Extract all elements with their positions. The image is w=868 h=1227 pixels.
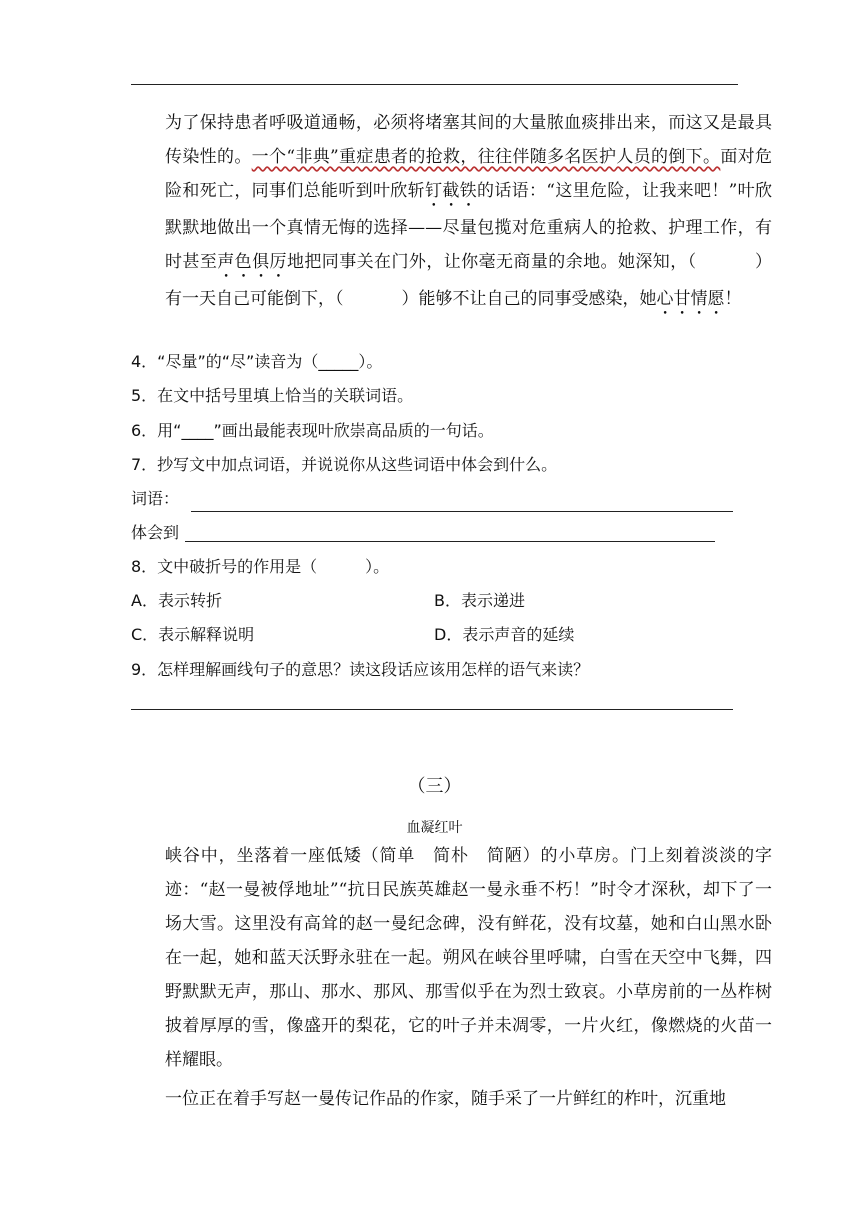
section-heading: （三）	[407, 776, 462, 797]
option-c[interactable]: C．表示解释说明	[131, 625, 255, 644]
underlined-sentence: 一个“非典”重症患者的抢救，往往伴随多名医护人员的倒下。	[251, 147, 721, 167]
passage-text: 的话语：“这里危险，让我来吧！”叶欣默默地做出一个真情无悔的选择——尽量包揽对危重病人的抢救、护理工作，有时甚至	[165, 181, 773, 272]
ciyu-label: 词语：	[131, 489, 180, 508]
passage-title: 血凝红叶	[406, 820, 463, 836]
passage-paragraph	[131, 106, 772, 319]
ciyu-answer-line[interactable]	[191, 511, 733, 512]
passage-text: ！	[724, 289, 742, 309]
option-b[interactable]: B．表示递进	[434, 591, 525, 610]
question-4: 4．“尽量”的“尽”读音为（_____）。	[131, 352, 383, 371]
passage-text: 为了保持患者呼吸道通畅，必须将堵塞其间的大量脓血痰排出来，而这又是最具传染性的。	[165, 113, 772, 167]
top-divider	[131, 84, 738, 85]
question-7: 7．抄写文中加点词语，并说说你从这些词语中体会到什么。	[131, 455, 558, 474]
dotted-word: 心甘情愿	[656, 289, 725, 309]
question-8: 8．文中破折号的作用是（ ）。	[131, 557, 390, 576]
passage-paragraph: 峡谷中，坐落着一座低矮（简单 简朴 简陋）的小草房。门上刻着淡淡的字迹：“赵一曼被俘地址”“抗日民族英雄赵一曼永垂不朽！”时令才深秋，却下了一场大雪。这里没有高耸的赵一曼纪念碑，没有鲜花，没有坟墓，她和白山黑水卧在一起，她和蓝天沃野永驻在一起。朔风在峡谷里呼啸，白雪在天空中飞舞，四野默默无声，那山、那水、那风、那雪似乎在为烈士致哀。小草房前的一丛柞树披着厚厚的雪，像盛开的梨花，它的叶子并未凋零，一片火红，像燃烧的火苗一样耀眼。	[165, 846, 772, 1070]
q9-answer-line[interactable]	[131, 709, 733, 710]
dotted-word: 声色俱厉	[217, 252, 287, 272]
dotted-word: 钉截铁	[424, 181, 477, 201]
passage-text: 面对危险和死亡，同事们总能听到叶欣斩	[165, 147, 773, 201]
question-5: 5．在文中括号里填上恰当的关联词语。	[131, 386, 414, 405]
passage-text: 地把同事关在门外，让你毫无商量的余地。她深知，（	[286, 252, 697, 272]
option-a[interactable]: A．表示转折	[131, 591, 222, 610]
passage-paragraph: 一位正在着手写赵一曼传记作品的作家，随手采了一片鲜红的柞叶，沉重地	[165, 1089, 726, 1109]
option-d[interactable]: D．表示声音的延续	[434, 625, 575, 644]
tihui-answer-line[interactable]	[185, 541, 715, 542]
passage-text: ）有一天自己可能倒下，（	[165, 252, 772, 309]
question-6: 6．用“____”画出最能表现叶欣崇高品质的一句话。	[131, 421, 494, 440]
tihui-label: 体会到	[131, 523, 180, 542]
passage-text: ）能够不让自己的同事受感染，她	[401, 289, 657, 309]
question-9: 9．怎样理解画线句子的意思？读这段话应该用怎样的语气来读？	[131, 660, 590, 679]
